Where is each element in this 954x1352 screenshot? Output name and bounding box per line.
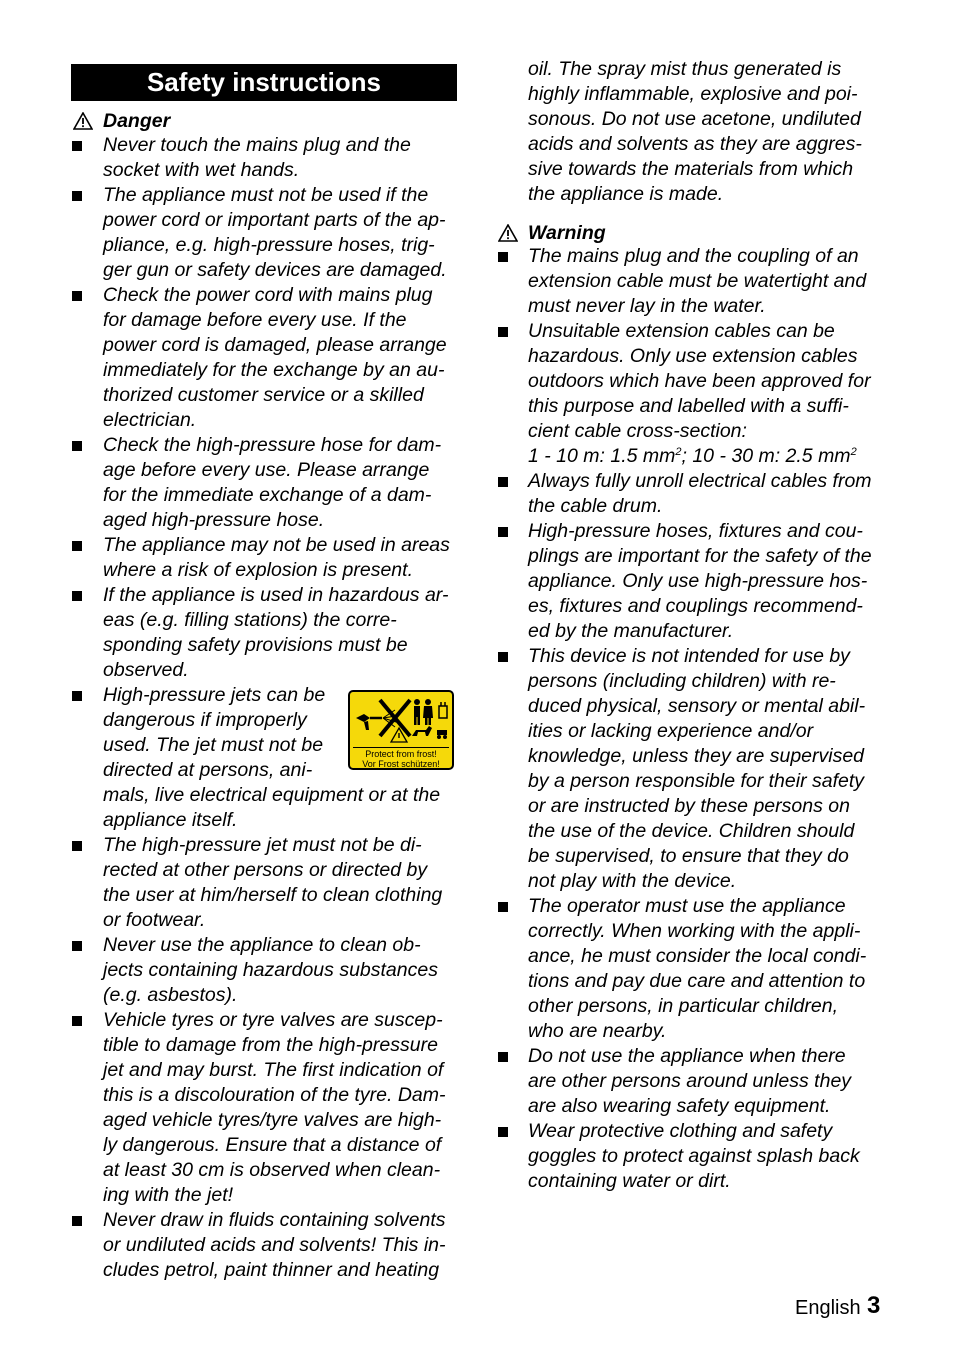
list-item-line: appliance. Only use high-pressure hos-	[528, 570, 868, 592]
bullet-icon	[72, 441, 82, 451]
list-item-line: outdoors which have been approved for	[528, 370, 871, 392]
safety-pictogram-icon	[350, 692, 452, 748]
bullet-icon	[498, 902, 508, 912]
bullet-icon	[72, 1016, 82, 1026]
list-item-line: the use of the device. Children should	[528, 820, 855, 842]
list-item-line: electrician.	[103, 409, 197, 431]
list-item-line: goggles to protect against splash back	[528, 1145, 860, 1167]
list-item-line: who are nearby.	[528, 1020, 667, 1042]
page-number: 3	[867, 1292, 881, 1319]
list-item-line: jects containing hazardous substances	[103, 959, 438, 981]
list-item-line: are other persons around unless they	[528, 1070, 852, 1092]
warning-heading: Warning	[528, 222, 606, 244]
list-item-line: or undiluted acids and solvents! This in-	[103, 1234, 446, 1256]
list-item-line: socket with wet hands.	[103, 159, 300, 181]
list-item-line: pliance, e.g. high-pressure hoses, trig-	[103, 234, 435, 256]
list-item-line: cient cable cross-section:	[528, 420, 747, 442]
danger-heading: Danger	[103, 110, 171, 132]
section-title: Safety instructions	[71, 64, 457, 101]
bullet-icon	[498, 527, 508, 537]
label-divider	[353, 747, 449, 748]
bullet-icon	[72, 941, 82, 951]
list-item-line: rected at other persons or directed by	[103, 859, 428, 881]
list-item-line: be supervised, to ensure that they do	[528, 845, 849, 867]
list-item-line: mals, live electrical equipment or at the	[103, 784, 441, 806]
list-item-line: ed by the manufacturer.	[528, 620, 734, 642]
list-item-line: Check the power cord with mains plug	[103, 284, 433, 306]
bullet-icon	[72, 1216, 82, 1226]
bullet-icon	[498, 652, 508, 662]
list-item-line: not play with the device.	[528, 870, 737, 892]
list-item-line: The operator must use the appliance	[528, 895, 846, 917]
list-item-line: containing water or dirt.	[528, 1170, 731, 1192]
continuation-line: the appliance is made.	[528, 183, 724, 205]
list-item-line: es, fixtures and couplings recommend-	[528, 595, 863, 617]
list-item-line: knowledge, unless they are supervised	[528, 745, 865, 767]
list-item-line: aged high-pressure hose.	[103, 509, 325, 531]
list-item-line: used. The jet must not be	[103, 734, 324, 756]
list-item-line: Never use the appliance to clean ob-	[103, 934, 421, 956]
list-item-line: this purpose and labelled with a suffi-	[528, 395, 849, 417]
list-item-line: by a person responsible for their safety	[528, 770, 865, 792]
list-item-line: cludes petrol, paint thinner and heating	[103, 1259, 440, 1281]
list-item-line: must never lay in the water.	[528, 295, 766, 317]
list-item-line: The appliance may not be used in areas	[103, 534, 450, 556]
bullet-icon	[72, 191, 82, 201]
list-item-line: The high-pressure jet must not be di-	[103, 834, 422, 856]
list-item-line: power cord or important parts of the ap-	[103, 209, 446, 231]
continuation-line: acids and solvents as they are aggres-	[528, 133, 862, 155]
continuation-line: sonous. Do not use acetone, undiluted	[528, 108, 861, 130]
list-item-line: immediately for the exchange by an au-	[103, 359, 445, 381]
list-item-line: this is a discolouration of the tyre. Dam-	[103, 1084, 446, 1106]
list-item-line: If the appliance is used in hazardous ar-	[103, 584, 449, 606]
list-item-line: thorized customer service or a skilled	[103, 384, 424, 406]
list-item-line: Unsuitable extension cables can be	[528, 320, 835, 342]
bullet-icon	[498, 252, 508, 262]
cable-spec: 1 - 10 m: 1.5 $mm^2$; 10 - 30 m: 2.5 $mm^2$	[528, 445, 857, 467]
warning-triangle-icon	[73, 112, 93, 130]
continuation-line: highly inflammable, explosive and poi-	[528, 83, 858, 105]
list-item-line: The appliance must not be used if the	[103, 184, 429, 206]
bullet-icon	[498, 1127, 508, 1137]
list-item-line: High-pressure jets can be	[103, 684, 326, 706]
list-item-line: ly dangerous. Ensure that a distance of	[103, 1134, 442, 1156]
list-item-line: at least 30 cm is observed when clean-	[103, 1159, 441, 1181]
list-item-line: Always fully unroll electrical cables from	[528, 470, 872, 492]
bullet-icon	[498, 477, 508, 487]
bullet-icon	[498, 327, 508, 337]
list-item-line: for the immediate exchange of a dam-	[103, 484, 432, 506]
bullet-icon	[72, 691, 82, 701]
list-item-line: This device is not intended for use by	[528, 645, 850, 667]
list-item-line: persons (including children) with re-	[528, 670, 836, 692]
list-item-line: dangerous if improperly	[103, 709, 307, 731]
list-item-line: Never touch the mains plug and the	[103, 134, 411, 156]
footer-language: English	[795, 1297, 861, 1319]
list-item-line: the user at him/herself to clean clothing	[103, 884, 443, 906]
label-line-1: Protect from frost!	[365, 749, 437, 759]
list-item-line: ities or lacking experience and/or	[528, 720, 814, 742]
list-item-line: aged vehicle tyres/tyre valves are high-	[103, 1109, 442, 1131]
frost-warning-label	[348, 690, 454, 770]
list-item-line: eas (e.g. filling stations) the corre-	[103, 609, 397, 631]
list-item-line: tible to damage from the high-pressure	[103, 1034, 438, 1056]
list-item-line: duced physical, sensory or mental abil-	[528, 695, 866, 717]
list-item-line: The mains plug and the coupling of an	[528, 245, 859, 267]
list-item-line: age before every use. Please arrange	[103, 459, 430, 481]
continuation-line: sive towards the materials from which	[528, 158, 854, 180]
list-item-line: sponding safety provisions must be	[103, 634, 408, 656]
list-item-line: power cord is damaged, please arrange	[103, 334, 447, 356]
list-item-line: appliance itself.	[103, 809, 238, 831]
list-item-line: Vehicle tyres or tyre valves are suscep-	[103, 1009, 443, 1031]
bullet-icon	[72, 291, 82, 301]
bullet-icon	[72, 841, 82, 851]
list-item-line: or footwear.	[103, 909, 206, 931]
list-item-line: ger gun or safety devices are damaged.	[103, 259, 447, 281]
list-item-line: or are instructed by these persons on	[528, 795, 850, 817]
list-item-line: tions and pay due care and attention to	[528, 970, 866, 992]
list-item-line: are also wearing safety equipment.	[528, 1095, 831, 1117]
list-item-line: ance, he must consider the local condi-	[528, 945, 867, 967]
continuation-line: oil. The spray mist thus generated is	[528, 58, 842, 80]
list-item-line: ing with the jet!	[103, 1184, 234, 1206]
list-item-line: Wear protective clothing and safety	[528, 1120, 833, 1142]
list-item-line: where a risk of explosion is present.	[103, 559, 413, 581]
list-item-line: for damage before every use. If the	[103, 309, 407, 331]
list-item-line: jet and may burst. The first indication of	[103, 1059, 444, 1081]
bullet-icon	[72, 141, 82, 151]
list-item-line: Do not use the appliance when there	[528, 1045, 846, 1067]
list-item-line: hazardous. Only use extension cables	[528, 345, 858, 367]
list-item-line: directed at persons, ani-	[103, 759, 313, 781]
list-item-line: the cable drum.	[528, 495, 663, 517]
list-item-line: Never draw in fluids containing solvents	[103, 1209, 446, 1231]
bullet-icon	[72, 541, 82, 551]
list-item-line: correctly. When working with the appli-	[528, 920, 861, 942]
list-item-line: High-pressure hoses, fixtures and cou-	[528, 520, 863, 542]
list-item-line: (e.g. asbestos).	[103, 984, 238, 1006]
list-item-line: plings are important for the safety of the	[528, 545, 872, 567]
bullet-icon	[72, 591, 82, 601]
list-item-line: extension cable must be watertight and	[528, 270, 867, 292]
list-item-line: other persons, in particular children,	[528, 995, 838, 1017]
bullet-icon	[498, 1052, 508, 1062]
label-line-2: Vor Frost schützen!	[362, 759, 440, 769]
list-item-line: Check the high-pressure hose for dam-	[103, 434, 442, 456]
warning-triangle-icon	[498, 224, 518, 242]
list-item-line: observed.	[103, 659, 189, 681]
